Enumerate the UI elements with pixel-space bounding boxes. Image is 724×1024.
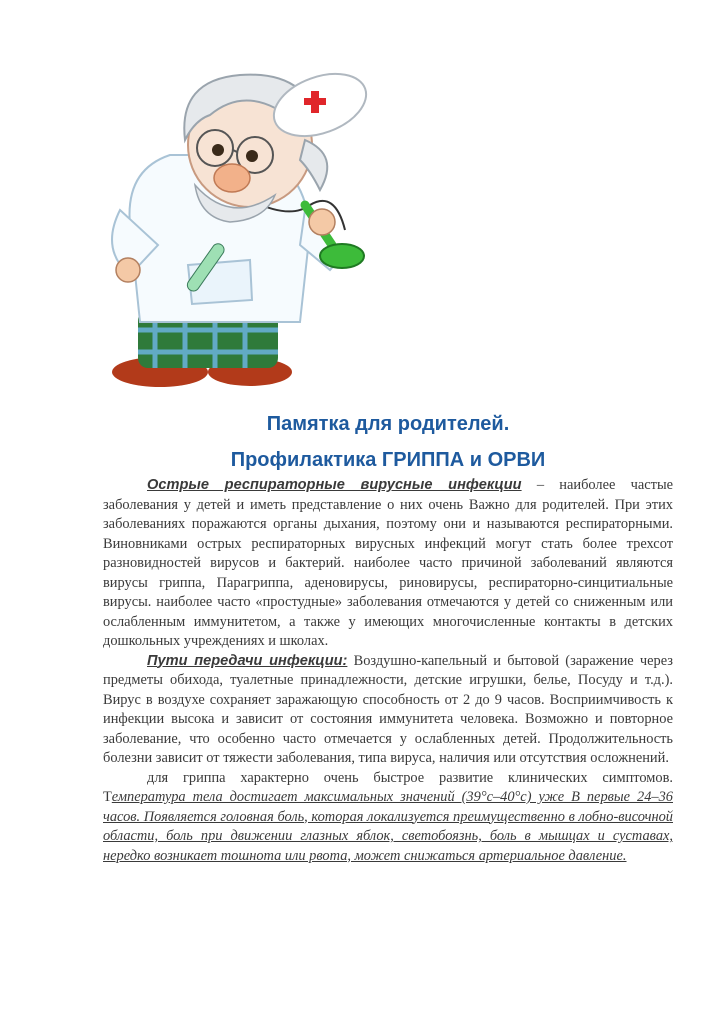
paragraph-transmission: [103, 652, 673, 769]
paragraph-flu-text: для гриппа характерно очень быстрое развитие клинических симптомов. Т: [103, 769, 673, 805]
document-body: [103, 476, 673, 866]
document-subtitle: Профилактика ГРИППА и ОРВИ: [230, 449, 546, 471]
paragraph-ari: [103, 476, 673, 652]
paragraph-ari-text: – наиболее частые заболевания у детей и иметь представление о них очень Важно для родителей. При этих заболеваниях поражаются органы дыхания, поэтому они и называются респираторными. Виновниками острых респираторных вирусных инфекций могут стать более трехсот разновидностей вирусов и бактерий. наиболее часто причиной заболеваний являются вирусы гриппа, Парагриппа, аденовирусы, риновирусы, респираторно-синцитиальные вирусы. наиболее часто «простудные» заболевания отмечаются у детей со сниженным или ослабленным иммунитетом, а также у имеющих многочисленные контакты в детских дошкольных учреждениях и школах.: [103, 477, 673, 649]
paragraph-flu-symptoms: [103, 769, 673, 867]
document-title: Памятка для родителей.: [266, 413, 510, 435]
section-heading-ari: Острые респираторные вирусные инфекции: [147, 477, 522, 493]
section-heading-transmission: Пути передачи инфекции:: [147, 652, 348, 669]
paragraph-flu-emphasis: емпература тела достигает максимальных значений (39°с–40°с) уже В первые 24–36 часов. Появляется головная боль, которая локализуется преимущественно в лобно-височной области, боль при движении глазных яблок, светобоязнь, боль в мышцах и суставах, нередко возникает тошнота или рвота, может снижаться артериальное давление.: [103, 789, 673, 864]
paragraph-transmission-text: Воздушно-капельный и бытовой (заражение через предметы обихода, туалетные принадлежности, детские игрушки, белье, Посуду и т.д.). Вирус в воздухе сохраняет заражающую способность от 2 до 9 часов. Восприимчивость к инфекции высока и зависит от состояния иммунитета человека. Возможно и повторное заболевание, что особенно часто отмечается у ослабленных детей. Продолжительность болезни зависит от тяжести заболевания, типа вируса, наличия или отсутствия осложнений.: [103, 652, 673, 766]
doctor-cartoon-icon: [100, 60, 400, 400]
